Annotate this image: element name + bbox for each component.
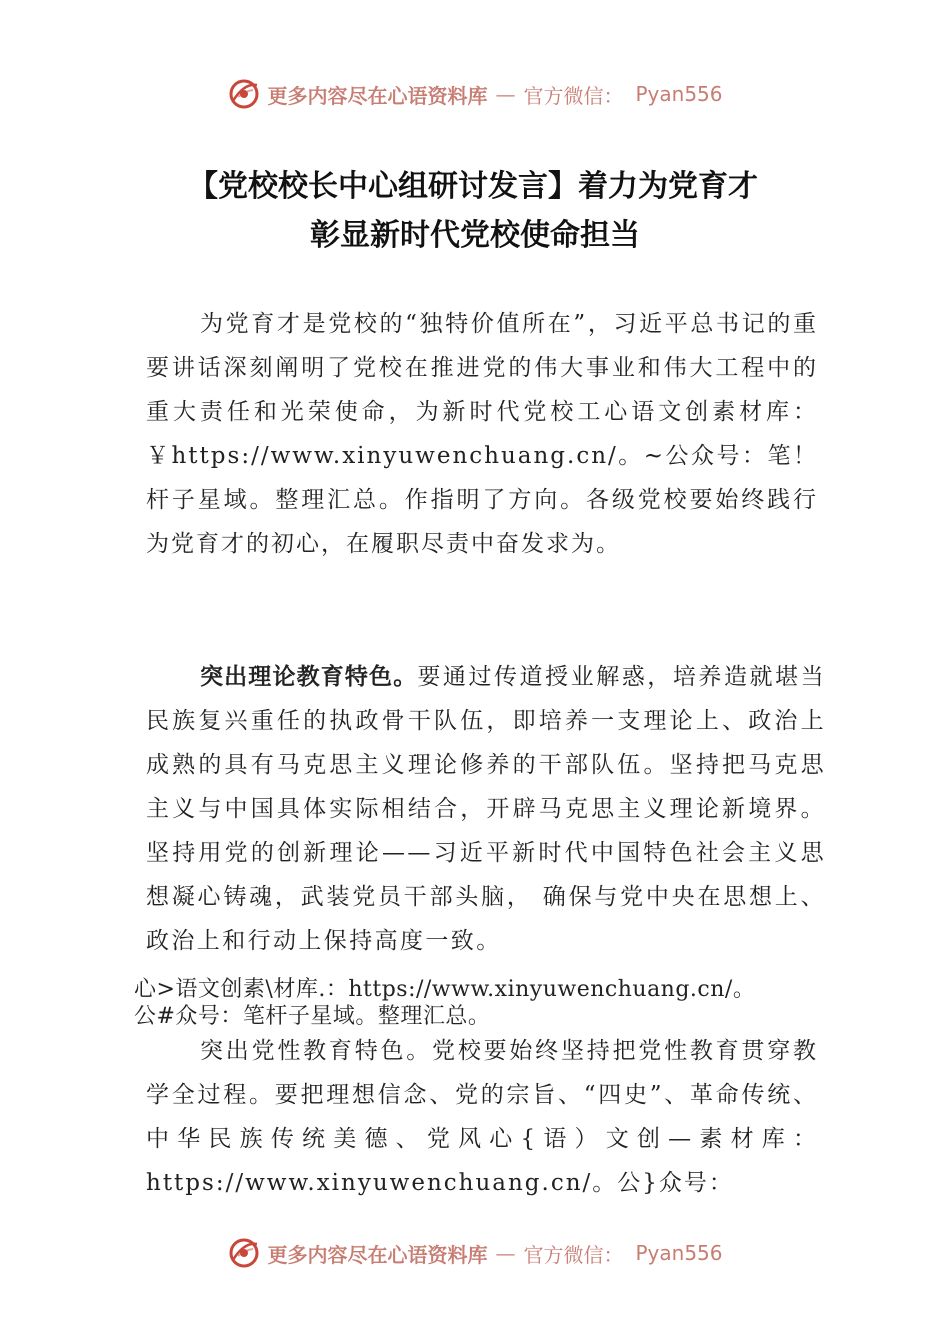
brand-logo-icon: [227, 1236, 261, 1270]
brand-logo-icon: [227, 77, 261, 111]
banner-text: 更多内容尽在心语资料库: [267, 1242, 488, 1267]
source-note-line1: 心>语文创素\材库.：https://www.xinyuwenchuang.cn/。: [134, 977, 756, 1002]
paragraph-theory-body: 要通过传道授业解惑，培养造就堪当民族复兴重任的执政骨干队伍，即培养一支理论上、政治上成熟的具有马克思主义理论修养的干部队伍。坚持把马克思主义与中国具体实际相结合，开辟马克思主义理论新境界。坚持用党的创新理论——习近平新时代中国特色社会主义思想凝心铸魂，武装党员干部头脑， 确保与党中央在思想上、政治上和行动上保持高度一致。: [146, 664, 827, 954]
banner-wechat-id: Pyan556: [635, 82, 723, 106]
paragraph-intro: 为党育才是党校的“独特价值所在”，习近平总书记的重要讲话深刻阐明了党校在推进党的伟大事业和伟大工程中的重大责任和光荣使命，为新时代党校工心语文创素材库：￥https://www.xinyuwenchuang.cn/。~公众号：笔！杆子星域。整理汇总。作指明了方向。各级党校要始终践行为党育才的初心，在履职尽责中奋发求为。: [146, 311, 818, 557]
banner-wechat-label: 官方微信：: [523, 83, 624, 108]
paragraph-party-spirit: 突出党性教育特色。党校要始终坚持把党性教育贯穿教学全过程。要把理想信念、党的宗旨、“四史”、革命传统、中华民族传统美德、党风心{语）文创—素材库：https://www.xinyuwenchuang.cn/。公}众号：: [146, 1038, 818, 1196]
banner-dash: —: [495, 82, 516, 106]
banner-wechat-label: 官方微信：: [523, 1242, 624, 1267]
paragraph-theory: [146, 655, 826, 963]
footer-banner: [0, 1233, 950, 1273]
banner-dash: —: [495, 1241, 516, 1265]
paragraph-theory-heading: 突出理论教育特色。: [200, 664, 418, 690]
document-title-line2: 彰显新时代党校使命担当: [310, 218, 640, 253]
source-note-line2: 公#众号：笔杆子星域。整理汇总。: [134, 1004, 491, 1029]
document-title-line1: 【党校校长中心组研讨发言】着力为党育才: [188, 169, 758, 204]
banner-wechat-id: Pyan556: [635, 1241, 723, 1265]
banner-text: 更多内容尽在心语资料库: [267, 83, 488, 108]
header-banner: [0, 74, 950, 114]
